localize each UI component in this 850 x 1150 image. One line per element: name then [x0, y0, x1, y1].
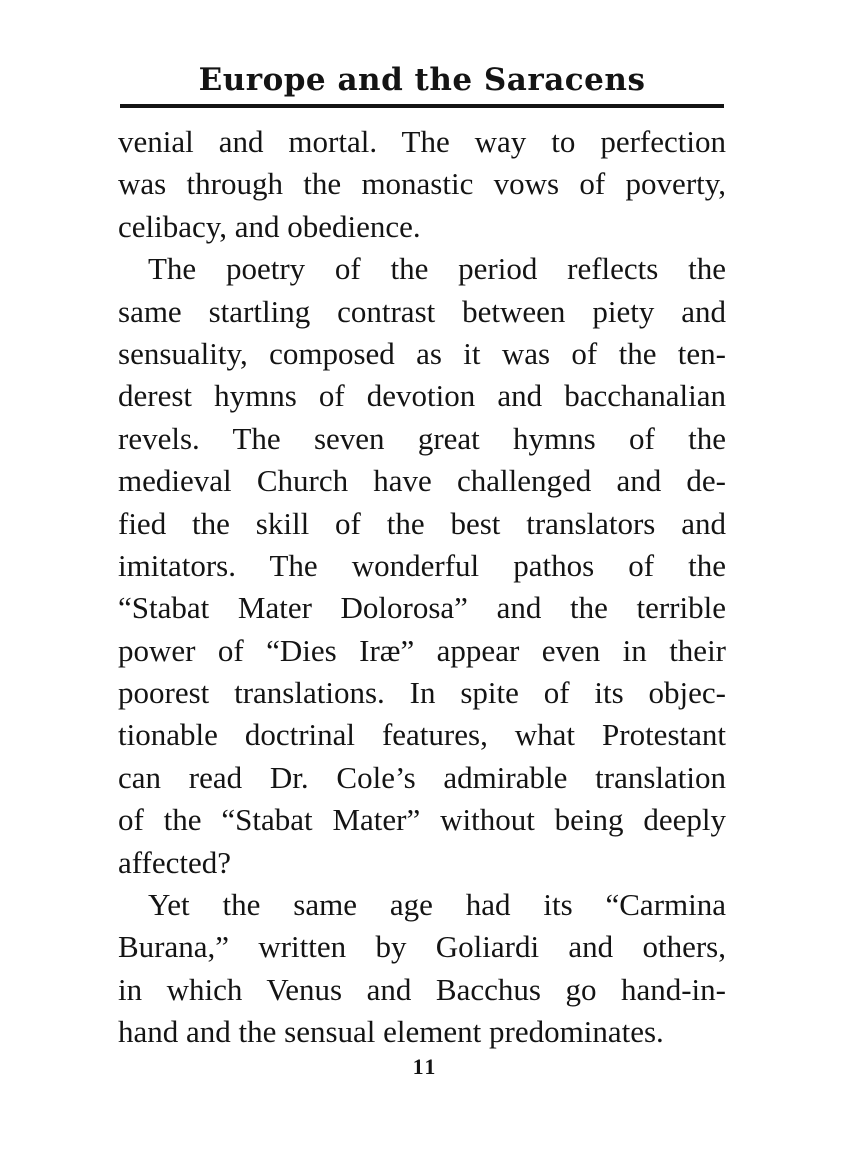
text-line: sensuality, composed as it was of the ten-	[118, 335, 726, 371]
text-line: affected?	[118, 844, 231, 880]
paragraph	[118, 884, 726, 1054]
text-line: in which Venus and Bacchus go hand-in-	[118, 971, 726, 1007]
text-line: of the “Stabat Mater” without being deeply	[118, 802, 726, 838]
text-line: tionable doctrinal features, what Protestant	[118, 717, 726, 753]
text-line: Yet the same age had its “Carmina	[148, 887, 726, 923]
text-line: hand and the sensual element predominates.	[118, 1014, 664, 1050]
text-line: can read Dr. Cole’s admirable translation	[118, 759, 726, 795]
text-line: The poetry of the period reflects the	[148, 251, 726, 287]
text-line: “Stabat Mater Dolorosa” and the terrible	[118, 590, 726, 626]
text-line: poorest translations. In spite of its objec-	[118, 675, 726, 711]
text-line: power of “Dies Iræ” appear even in their	[118, 632, 726, 668]
text-line: revels. The seven great hymns of the	[118, 420, 726, 456]
paragraph	[118, 121, 726, 248]
body-text	[118, 121, 726, 1054]
page-number: 11	[412, 1054, 438, 1079]
text-line: celibacy, and obedience.	[118, 208, 421, 244]
text-line: Burana,” written by Goliardi and others,	[118, 929, 726, 965]
text-line: derest hymns of devotion and bacchanalian	[118, 378, 726, 414]
text-line: venial and mortal. The way to perfection	[118, 124, 726, 159]
running-head: Europe and the Saracens	[198, 62, 646, 98]
header-rule	[120, 104, 724, 108]
text-line: fied the skill of the best translators and	[118, 505, 726, 541]
text-line: imitators. The wonderful pathos of the	[118, 547, 726, 583]
text-line: medieval Church have challenged and de-	[118, 463, 726, 499]
paragraph	[118, 248, 726, 884]
text-line: was through the monastic vows of poverty,	[118, 166, 726, 202]
text-line: same startling contrast between piety and	[118, 293, 726, 329]
